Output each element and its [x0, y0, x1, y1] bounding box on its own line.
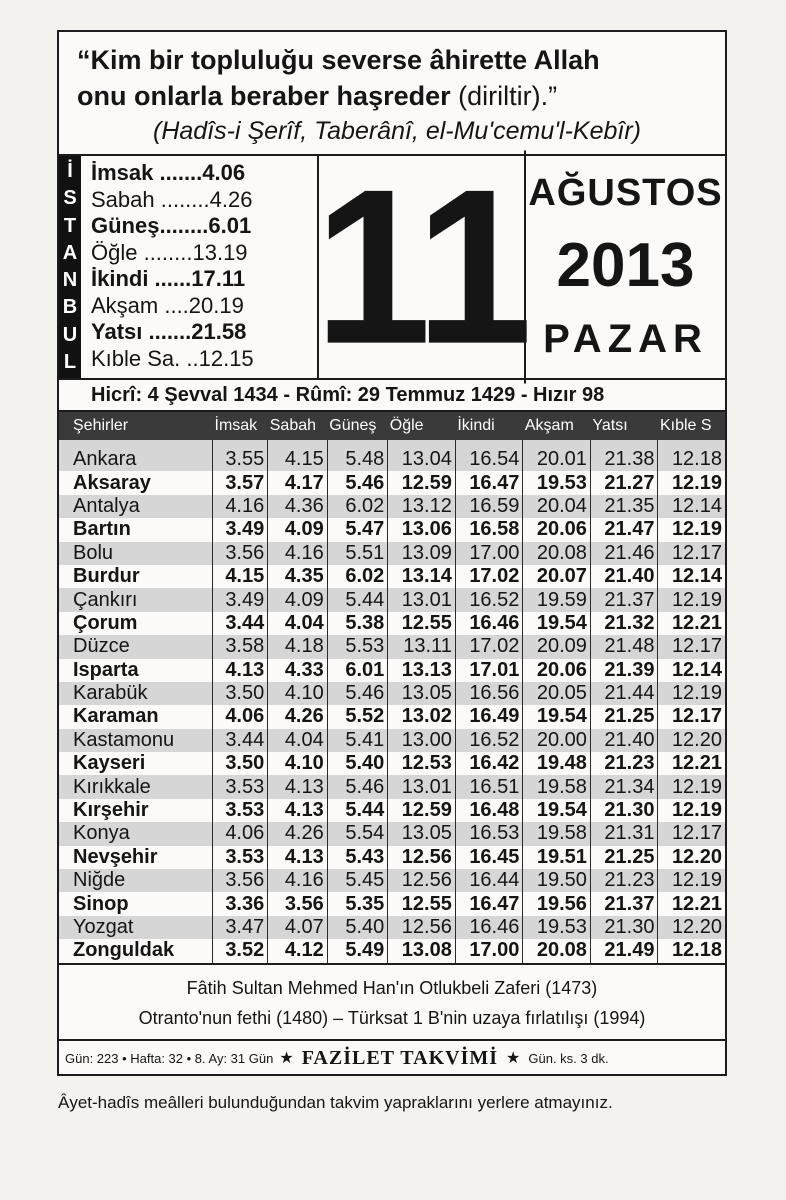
time-cell: 12.55: [388, 612, 456, 635]
time-cell: 16.58: [455, 518, 523, 541]
time-cell: 4.17: [268, 471, 328, 494]
time-cell: 20.07: [523, 565, 591, 588]
table-row: [59, 916, 725, 939]
city-name-cell: Ankara: [59, 440, 213, 471]
time-cell: 4.13: [268, 775, 328, 798]
historical-events: [59, 963, 725, 1039]
time-cell: 21.44: [590, 682, 658, 705]
time-cell: 20.08: [523, 939, 591, 962]
time-cell: 17.00: [455, 542, 523, 565]
time-cell: 12.20: [658, 846, 725, 869]
time-cell: 6.01: [327, 659, 388, 682]
time-cell: 3.58: [213, 635, 268, 658]
column-header: İmsak: [213, 412, 268, 440]
time-cell: 16.46: [455, 612, 523, 635]
time-cell: 17.02: [455, 635, 523, 658]
time-cell: 5.45: [327, 869, 388, 892]
time-cell: 3.56: [213, 869, 268, 892]
table-row: [59, 869, 725, 892]
time-cell: 21.49: [590, 939, 658, 962]
time-cell: 3.50: [213, 682, 268, 705]
star-icon: ★: [279, 1050, 294, 1068]
time-cell: 4.26: [268, 822, 328, 845]
column-header: Sabah: [268, 412, 328, 440]
time-cell: 4.09: [268, 588, 328, 611]
time-cell: 21.30: [590, 799, 658, 822]
time-cell: 16.48: [455, 799, 523, 822]
quote-source: (Hadîs-i Şerîf, Taberânî, el-Mu'cemu'l-Kebîr): [153, 117, 641, 145]
table-row: [59, 635, 725, 658]
time-cell: 13.08: [388, 939, 456, 962]
column-header: İkindi: [455, 412, 523, 440]
time-cell: 12.18: [658, 939, 725, 962]
time-cell: 3.49: [213, 518, 268, 541]
time-cell: 13.14: [388, 565, 456, 588]
time-cell: 4.04: [268, 729, 328, 752]
time-cell: 12.17: [658, 705, 725, 728]
city-name-cell: Çorum: [73, 611, 138, 634]
time-cell: 16.56: [455, 682, 523, 705]
time-cell: 12.56: [388, 916, 456, 939]
city-letter: U: [62, 323, 78, 346]
time-cell: 12.53: [388, 752, 456, 775]
time-cell: 12.19: [658, 682, 725, 705]
prayer-time-row: İkindi ......17.11: [91, 266, 246, 291]
time-cell: 21.39: [590, 659, 658, 682]
time-cell: 3.56: [213, 542, 268, 565]
time-cell: 12.19: [658, 799, 725, 822]
city-name-cell: Düzce: [59, 635, 213, 658]
table-row: [59, 612, 725, 635]
time-cell: 5.38: [327, 612, 388, 635]
city-name-cell: Kayseri: [73, 752, 146, 775]
time-cell: 3.56: [268, 892, 328, 915]
prayer-time-row: Sabah ........4.26: [91, 186, 253, 212]
time-cell: 16.45: [455, 846, 523, 869]
time-cell: 17.02: [455, 565, 523, 588]
time-cell: 19.51: [523, 846, 591, 869]
city-name-cell: Konya: [59, 822, 213, 845]
time-cell: 21.25: [590, 846, 658, 869]
quote-line-2-rest: (diriltir).”: [450, 81, 558, 111]
time-cell: 16.49: [455, 705, 523, 728]
time-cell: 16.52: [455, 729, 523, 752]
star-icon: ★: [506, 1050, 521, 1068]
time-cell: 19.54: [523, 705, 591, 728]
city-name-cell: Bolu: [59, 542, 213, 565]
time-cell: 4.13: [268, 846, 328, 869]
time-cell: 5.44: [327, 799, 388, 822]
time-cell: 12.56: [388, 869, 456, 892]
time-cell: 17.01: [455, 659, 523, 682]
time-cell: 16.53: [455, 822, 523, 845]
time-cell: 16.54: [455, 440, 523, 471]
time-cell: 21.46: [590, 542, 658, 565]
time-cell: 21.38: [590, 440, 658, 471]
time-cell: 5.40: [327, 752, 388, 775]
table-row: [59, 542, 725, 565]
city-name-cell: Karaman: [73, 705, 159, 728]
time-cell: 5.47: [327, 518, 388, 541]
time-cell: 12.21: [658, 752, 725, 775]
time-cell: 3.53: [213, 775, 268, 798]
disposal-note: Âyet-hadîs meâlleri bulunduğundan takvim yapraklarını yerlere atmayınız.: [58, 1093, 613, 1112]
time-cell: 5.49: [327, 939, 388, 962]
time-cell: 20.08: [523, 542, 591, 565]
time-cell: 4.12: [268, 939, 328, 962]
time-cell: 21.47: [590, 518, 658, 541]
time-cell: 21.37: [590, 588, 658, 611]
city-letter: L: [63, 350, 77, 373]
time-cell: 12.14: [658, 565, 725, 588]
time-cell: 12.59: [388, 799, 456, 822]
time-cell: 13.02: [388, 705, 456, 728]
time-cell: 3.47: [213, 916, 268, 939]
time-cell: 3.36: [213, 892, 268, 915]
time-cell: 13.04: [388, 440, 456, 471]
time-cell: 16.52: [455, 588, 523, 611]
time-cell: 16.42: [455, 752, 523, 775]
hadith-quote: [59, 32, 725, 156]
year: 2013: [556, 231, 695, 300]
time-cell: 19.56: [523, 892, 591, 915]
city-name-cell: Bartın: [73, 518, 131, 541]
time-cell: 4.33: [268, 659, 328, 682]
time-cell: 3.52: [213, 939, 268, 962]
time-cell: 12.56: [388, 846, 456, 869]
time-cell: 21.23: [590, 752, 658, 775]
time-cell: 21.37: [590, 892, 658, 915]
time-cell: 5.46: [327, 471, 388, 494]
time-cell: 12.14: [658, 659, 725, 682]
time-cell: 5.46: [327, 682, 388, 705]
time-cell: 13.05: [388, 682, 456, 705]
city-letter: N: [62, 269, 78, 292]
city-letter: İ: [67, 160, 73, 182]
time-cell: 21.25: [590, 705, 658, 728]
time-cell: 4.36: [268, 495, 328, 518]
time-cell: 12.19: [658, 869, 725, 892]
calendar-sheet: [57, 30, 727, 1076]
table-row: [59, 822, 725, 845]
day-week-info: Gün: 223 • Hafta: 32 • 8. Ay: 31 Gün: [65, 1050, 274, 1066]
quote-line-2: [77, 78, 717, 114]
time-cell: 20.04: [523, 495, 591, 518]
bottom-info-bar: [59, 1039, 725, 1074]
time-cell: 6.02: [327, 565, 388, 588]
time-cell: 5.52: [327, 705, 388, 728]
time-cell: 5.35: [327, 892, 388, 915]
time-cell: 19.50: [523, 869, 591, 892]
time-cell: 12.17: [658, 635, 725, 658]
table-row: [59, 799, 725, 822]
time-cell: 5.54: [327, 822, 388, 845]
event-line-2: Otranto'nun fethi (1480) – Türksat 1 B'nin uzaya fırlatılışı (1994): [138, 1007, 646, 1028]
time-cell: 12.20: [658, 916, 725, 939]
istanbul-prayer-times: [81, 156, 319, 378]
time-cell: 4.26: [268, 705, 328, 728]
city-name-cell: Sinop: [73, 892, 129, 915]
table-row: [59, 846, 725, 869]
time-cell: 12.21: [658, 892, 725, 915]
city-name-cell: Aksaray: [73, 471, 151, 494]
time-cell: 4.15: [213, 565, 268, 588]
city-name-cell: Karabük: [59, 682, 213, 705]
time-cell: 19.54: [523, 612, 591, 635]
time-cell: 20.01: [523, 440, 591, 471]
city-name-cell: Isparta: [73, 658, 139, 681]
time-cell: 21.23: [590, 869, 658, 892]
time-cell: 13.11: [388, 635, 456, 658]
time-cell: 3.44: [213, 729, 268, 752]
time-cell: 21.40: [590, 565, 658, 588]
city-times-table: [59, 412, 725, 963]
time-cell: 3.53: [213, 799, 268, 822]
time-cell: 16.47: [455, 892, 523, 915]
time-cell: 20.06: [523, 659, 591, 682]
time-cell: 12.59: [388, 471, 456, 494]
table-row: [59, 495, 725, 518]
column-header: Öğle: [388, 412, 456, 440]
time-cell: 4.06: [213, 705, 268, 728]
time-cell: 19.59: [523, 588, 591, 611]
time-cell: 4.16: [213, 495, 268, 518]
time-cell: 19.53: [523, 916, 591, 939]
prayer-time-row: İmsak .......4.06: [91, 160, 246, 185]
time-cell: 5.40: [327, 916, 388, 939]
time-cell: 16.46: [455, 916, 523, 939]
city-name-cell: Çankırı: [59, 588, 213, 611]
brand-name: FAZİLET TAKVİMİ: [301, 1046, 499, 1069]
time-cell: 12.19: [658, 588, 725, 611]
column-header: Kıble S: [658, 412, 725, 440]
prayer-time-row: Kıble Sa. ..12.15: [91, 345, 254, 371]
city-letter: S: [63, 187, 77, 210]
table-row: [59, 705, 725, 728]
table-row: [59, 565, 725, 588]
time-cell: 4.35: [268, 565, 328, 588]
time-cell: 6.02: [327, 495, 388, 518]
prayer-time-row: Akşam ....20.19: [91, 292, 244, 318]
time-cell: 13.05: [388, 822, 456, 845]
time-cell: 21.31: [590, 822, 658, 845]
table-header-row: [59, 412, 725, 440]
time-cell: 4.10: [268, 682, 328, 705]
time-cell: 19.53: [523, 471, 591, 494]
time-cell: 19.54: [523, 799, 591, 822]
prayer-time-row: Yatsı .......21.58: [91, 319, 247, 344]
table-row: [59, 518, 725, 541]
time-cell: 5.44: [327, 588, 388, 611]
prayer-time-row: Öğle ........13.19: [91, 239, 248, 265]
time-cell: 4.15: [268, 440, 328, 471]
time-cell: 5.51: [327, 542, 388, 565]
time-cell: 12.14: [658, 495, 725, 518]
quote-line-1: “Kim bir topluluğu severse âhirette Allah: [77, 45, 600, 75]
time-cell: 5.43: [327, 846, 388, 869]
time-cell: 21.27: [590, 471, 658, 494]
hijri-rumi-date: Hicrî: 4 Şevval 1434 - Rûmî: 29 Temmuz 1429 - Hızır 98: [59, 380, 725, 412]
time-cell: 3.50: [213, 752, 268, 775]
city-name-cell: Nevşehir: [73, 845, 158, 868]
time-cell: 19.58: [523, 775, 591, 798]
time-cell: 21.34: [590, 775, 658, 798]
time-cell: 4.13: [268, 799, 328, 822]
city-name-vertical: [59, 156, 81, 378]
time-cell: 19.58: [523, 822, 591, 845]
time-cell: 3.53: [213, 846, 268, 869]
city-letter: T: [63, 214, 77, 237]
time-cell: 4.04: [268, 612, 328, 635]
time-cell: 21.48: [590, 635, 658, 658]
time-cell: 12.55: [388, 892, 456, 915]
table-row: [59, 752, 725, 775]
table-row: [59, 775, 725, 798]
time-cell: 5.53: [327, 635, 388, 658]
time-cell: 4.09: [268, 518, 328, 541]
time-cell: 16.44: [455, 869, 523, 892]
city-name-cell: Kastamonu: [59, 729, 213, 752]
time-cell: 12.19: [658, 518, 725, 541]
time-cell: 4.16: [268, 542, 328, 565]
time-cell: 12.21: [658, 612, 725, 635]
time-cell: 12.17: [658, 542, 725, 565]
weekday: PAZAR: [543, 317, 708, 361]
time-cell: 13.09: [388, 542, 456, 565]
city-name-cell: Antalya: [59, 495, 213, 518]
time-cell: 4.07: [268, 916, 328, 939]
city-name-cell: Burdur: [73, 565, 140, 588]
date-box: [526, 156, 725, 378]
column-header: Akşam: [523, 412, 591, 440]
time-cell: 21.30: [590, 916, 658, 939]
quote-line-2-bold: onu onlarla beraber haşreder: [77, 81, 451, 111]
table-row: [59, 659, 725, 682]
time-cell: 3.55: [213, 440, 268, 471]
table-row: [59, 939, 725, 962]
table-row: [59, 892, 725, 915]
time-cell: 20.06: [523, 518, 591, 541]
time-cell: 16.47: [455, 471, 523, 494]
table-row: [59, 682, 725, 705]
time-cell: 20.05: [523, 682, 591, 705]
time-cell: 16.51: [455, 775, 523, 798]
time-cell: 16.59: [455, 495, 523, 518]
city-letter: A: [62, 241, 78, 264]
time-cell: 5.46: [327, 775, 388, 798]
city-name-cell: Yozgat: [59, 916, 213, 939]
column-header: Güneş: [327, 412, 388, 440]
time-cell: 3.44: [213, 612, 268, 635]
time-cell: 4.06: [213, 822, 268, 845]
time-cell: 4.13: [213, 659, 268, 682]
table-row: [59, 729, 725, 752]
time-cell: 4.16: [268, 869, 328, 892]
prayer-time-row: Güneş........6.01: [91, 213, 252, 238]
table-row: [59, 588, 725, 611]
time-cell: 20.00: [523, 729, 591, 752]
column-header: Yatsı: [590, 412, 658, 440]
time-cell: 3.49: [213, 588, 268, 611]
time-cell: 12.19: [658, 775, 725, 798]
time-cell: 19.48: [523, 752, 591, 775]
time-cell: 5.48: [327, 440, 388, 471]
time-cell: 21.35: [590, 495, 658, 518]
time-cell: 3.57: [213, 471, 268, 494]
time-cell: 12.17: [658, 822, 725, 845]
day-length-change: Gün. ks. 3 dk.: [528, 1050, 609, 1066]
time-cell: 12.19: [658, 471, 725, 494]
city-letter: B: [62, 296, 78, 319]
day-panel: [59, 143, 725, 390]
time-cell: 4.10: [268, 752, 328, 775]
time-cell: 17.00: [455, 939, 523, 962]
time-cell: 13.12: [388, 495, 456, 518]
month-name: AĞUSTOS: [528, 172, 723, 214]
time-cell: 4.18: [268, 635, 328, 658]
time-cell: 13.13: [388, 659, 456, 682]
time-cell: 13.00: [388, 729, 456, 752]
table-row: [59, 471, 725, 494]
city-name-cell: Kırıkkale: [59, 775, 213, 798]
time-cell: 13.01: [388, 775, 456, 798]
table-row: [59, 440, 725, 471]
time-cell: 21.32: [590, 612, 658, 635]
city-name-cell: Niğde: [59, 869, 213, 892]
city-name-cell: Kırşehir: [73, 799, 149, 822]
day-number: 11: [314, 143, 529, 390]
event-line-1: Fâtih Sultan Mehmed Han'ın Otlukbeli Zaferi (1473): [186, 977, 598, 998]
time-cell: 5.41: [327, 729, 388, 752]
time-cell: 21.40: [590, 729, 658, 752]
time-cell: 12.18: [658, 440, 725, 471]
city-name-cell: Zonguldak: [73, 939, 175, 962]
time-cell: 20.09: [523, 635, 591, 658]
column-header: Şehirler: [59, 412, 213, 440]
time-cell: 13.01: [388, 588, 456, 611]
time-cell: 13.06: [388, 518, 456, 541]
time-cell: 12.20: [658, 729, 725, 752]
